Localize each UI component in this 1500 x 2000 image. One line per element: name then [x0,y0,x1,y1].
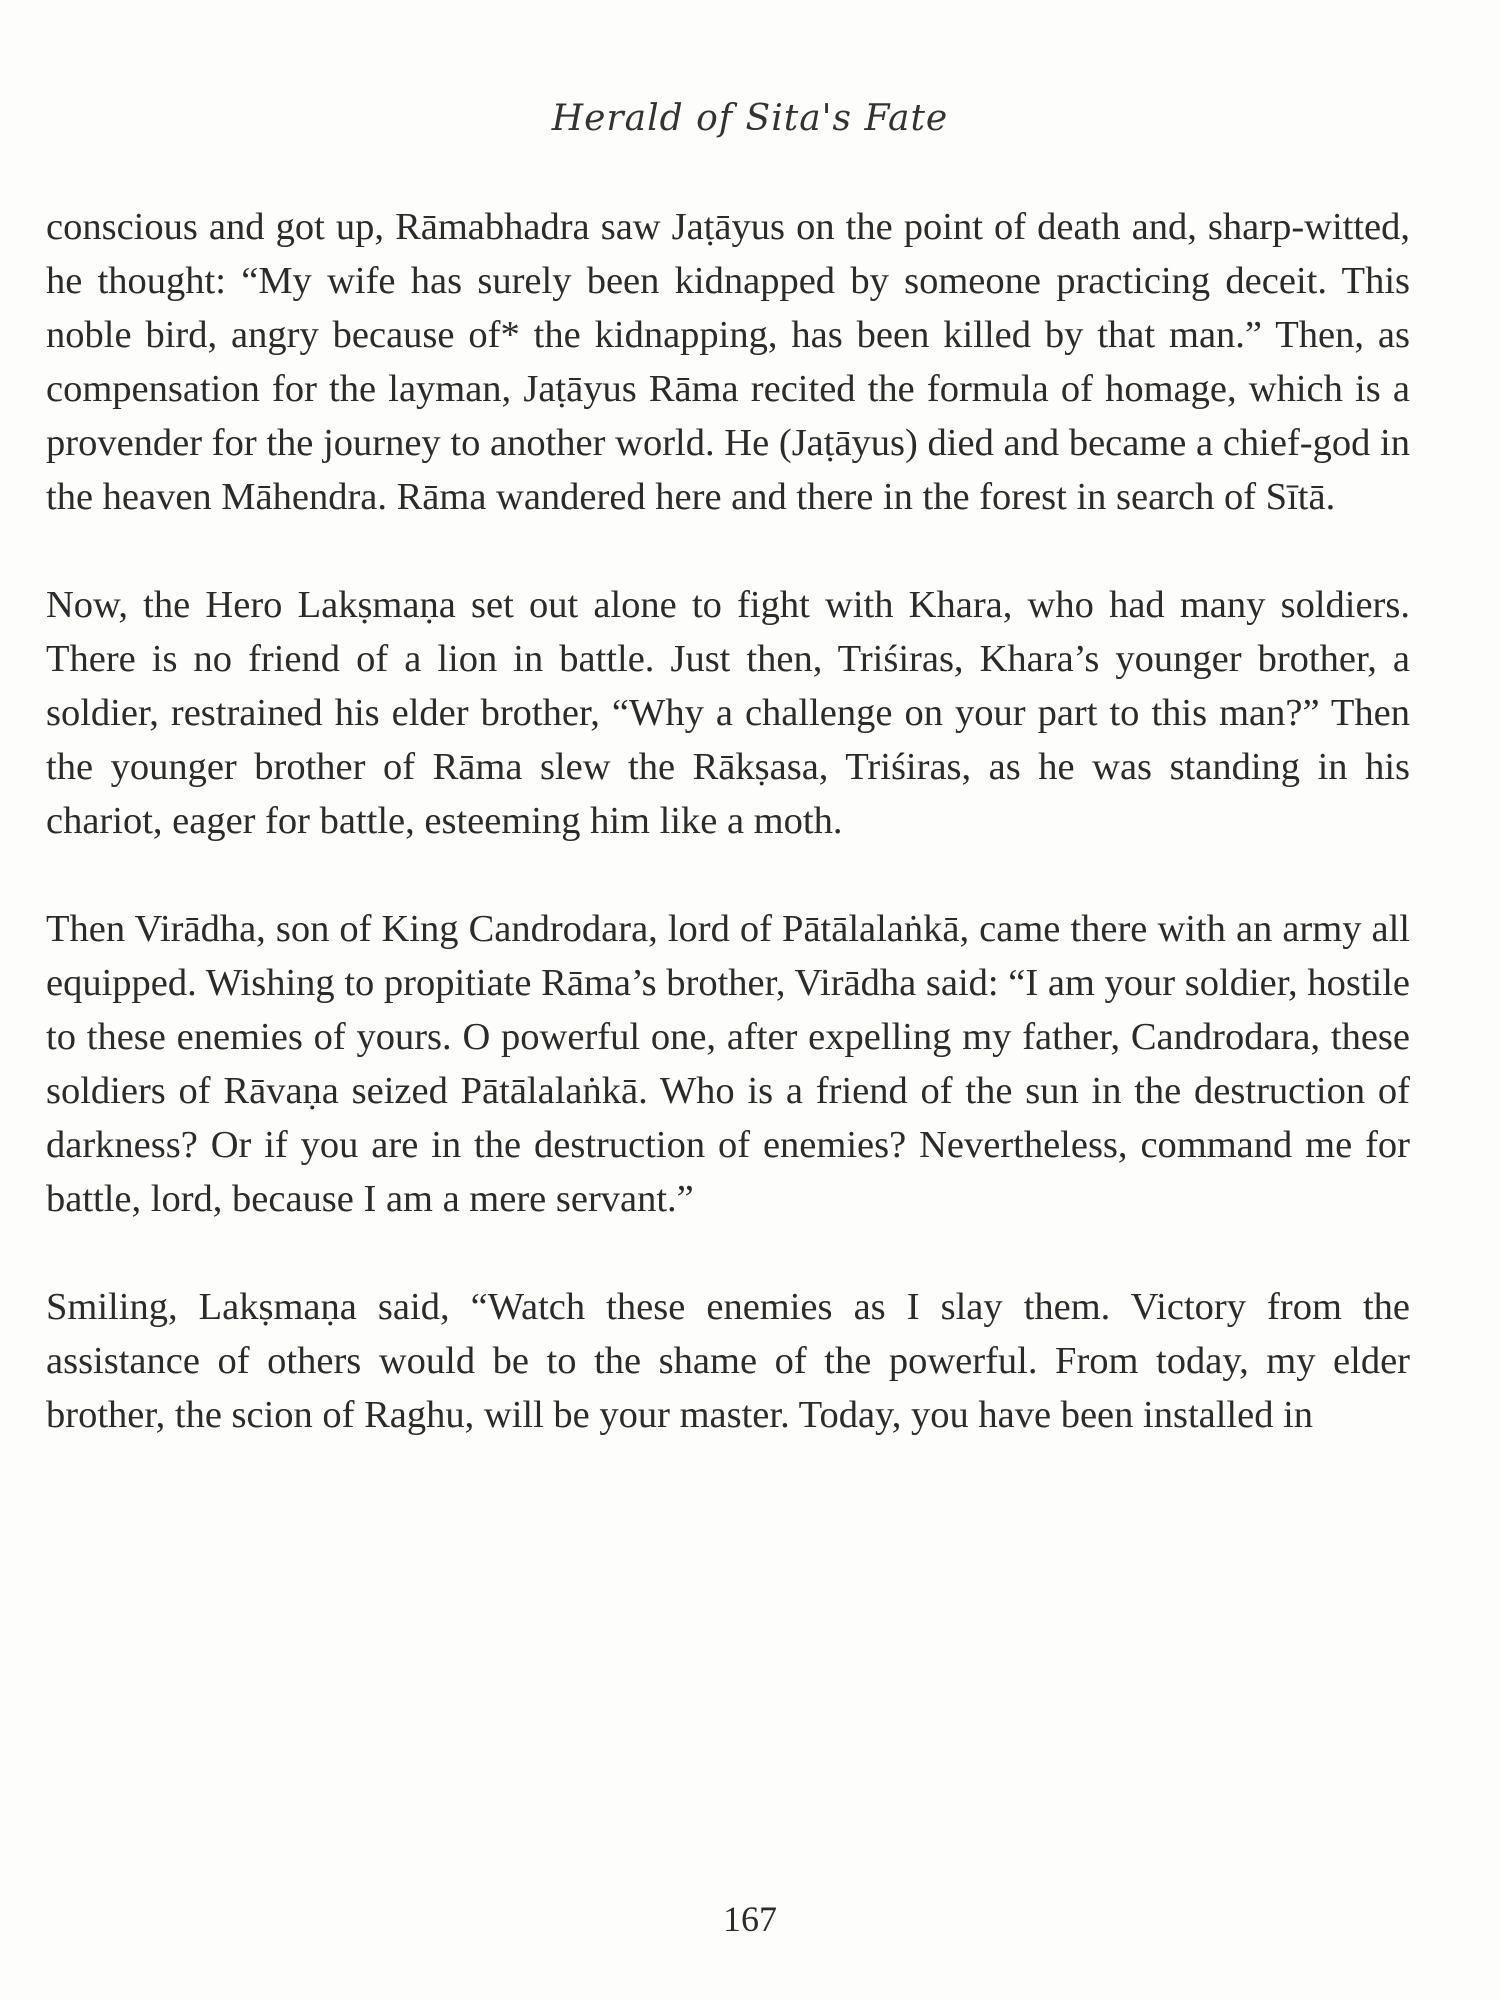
paragraph-4: Smiling, Lakṣmaṇa said, “Watch these enemies as I slay them. Victory from the assistance of others would be to the shame of the powerful. From today, my elder brother, the scion of Raghu, will be your master. Today, you have been installed in [46,1286,1410,1436]
body-text [46,200,1410,1442]
paragraph-1: conscious and got up, Rāmabhadra saw Jaṭāyus on the point of death and, sharp-witted, he thought: “My wife has surely been kidnapped by someone practicing deceit. This noble bird, angry because of* the kidnapping, has been killed by that man.” Then, as compensation for the layman, Jaṭāyus Rāma recited the formula of homage, which is a provender for the journey to another world. He (Jaṭāyus) died and became a chief-god in the heaven Māhendra. Rāma wandered here and there in the forest in search of Sītā. [46,206,1410,518]
page-number: 167 [723,1899,777,1939]
running-header: Herald of Sita's Fate [551,98,949,139]
paragraph-3: Then Virādha, son of King Candrodara, lord of Pātālalaṅkā, came there with an army all equipped. Wishing to propitiate Rāma’s brother, Virādha said: “I am your soldier, hostile to these enemies of yours. O powerful one, after expelling my father, Candrodara, these soldiers of Rāvaṇa seized Pātālalaṅkā. Who is a friend of the sun in the destruction of darkness? Or if you are in the destruction of enemies? Nevertheless, command me for battle, lord, because I am a mere servant.” [46,908,1410,1220]
paragraph-2: Now, the Hero Lakṣmaṇa set out alone to fight with Khara, who had many soldiers. There is no friend of a lion in battle. Just then, Triśiras, Khara’s younger brother, a soldier, restrained his elder brother, “Why a challenge on your part to this man?” Then the younger brother of Rāma slew the Rākṣasa, Triśiras, as he was standing in his chariot, eager for battle, esteeming him like a moth. [46,584,1410,842]
